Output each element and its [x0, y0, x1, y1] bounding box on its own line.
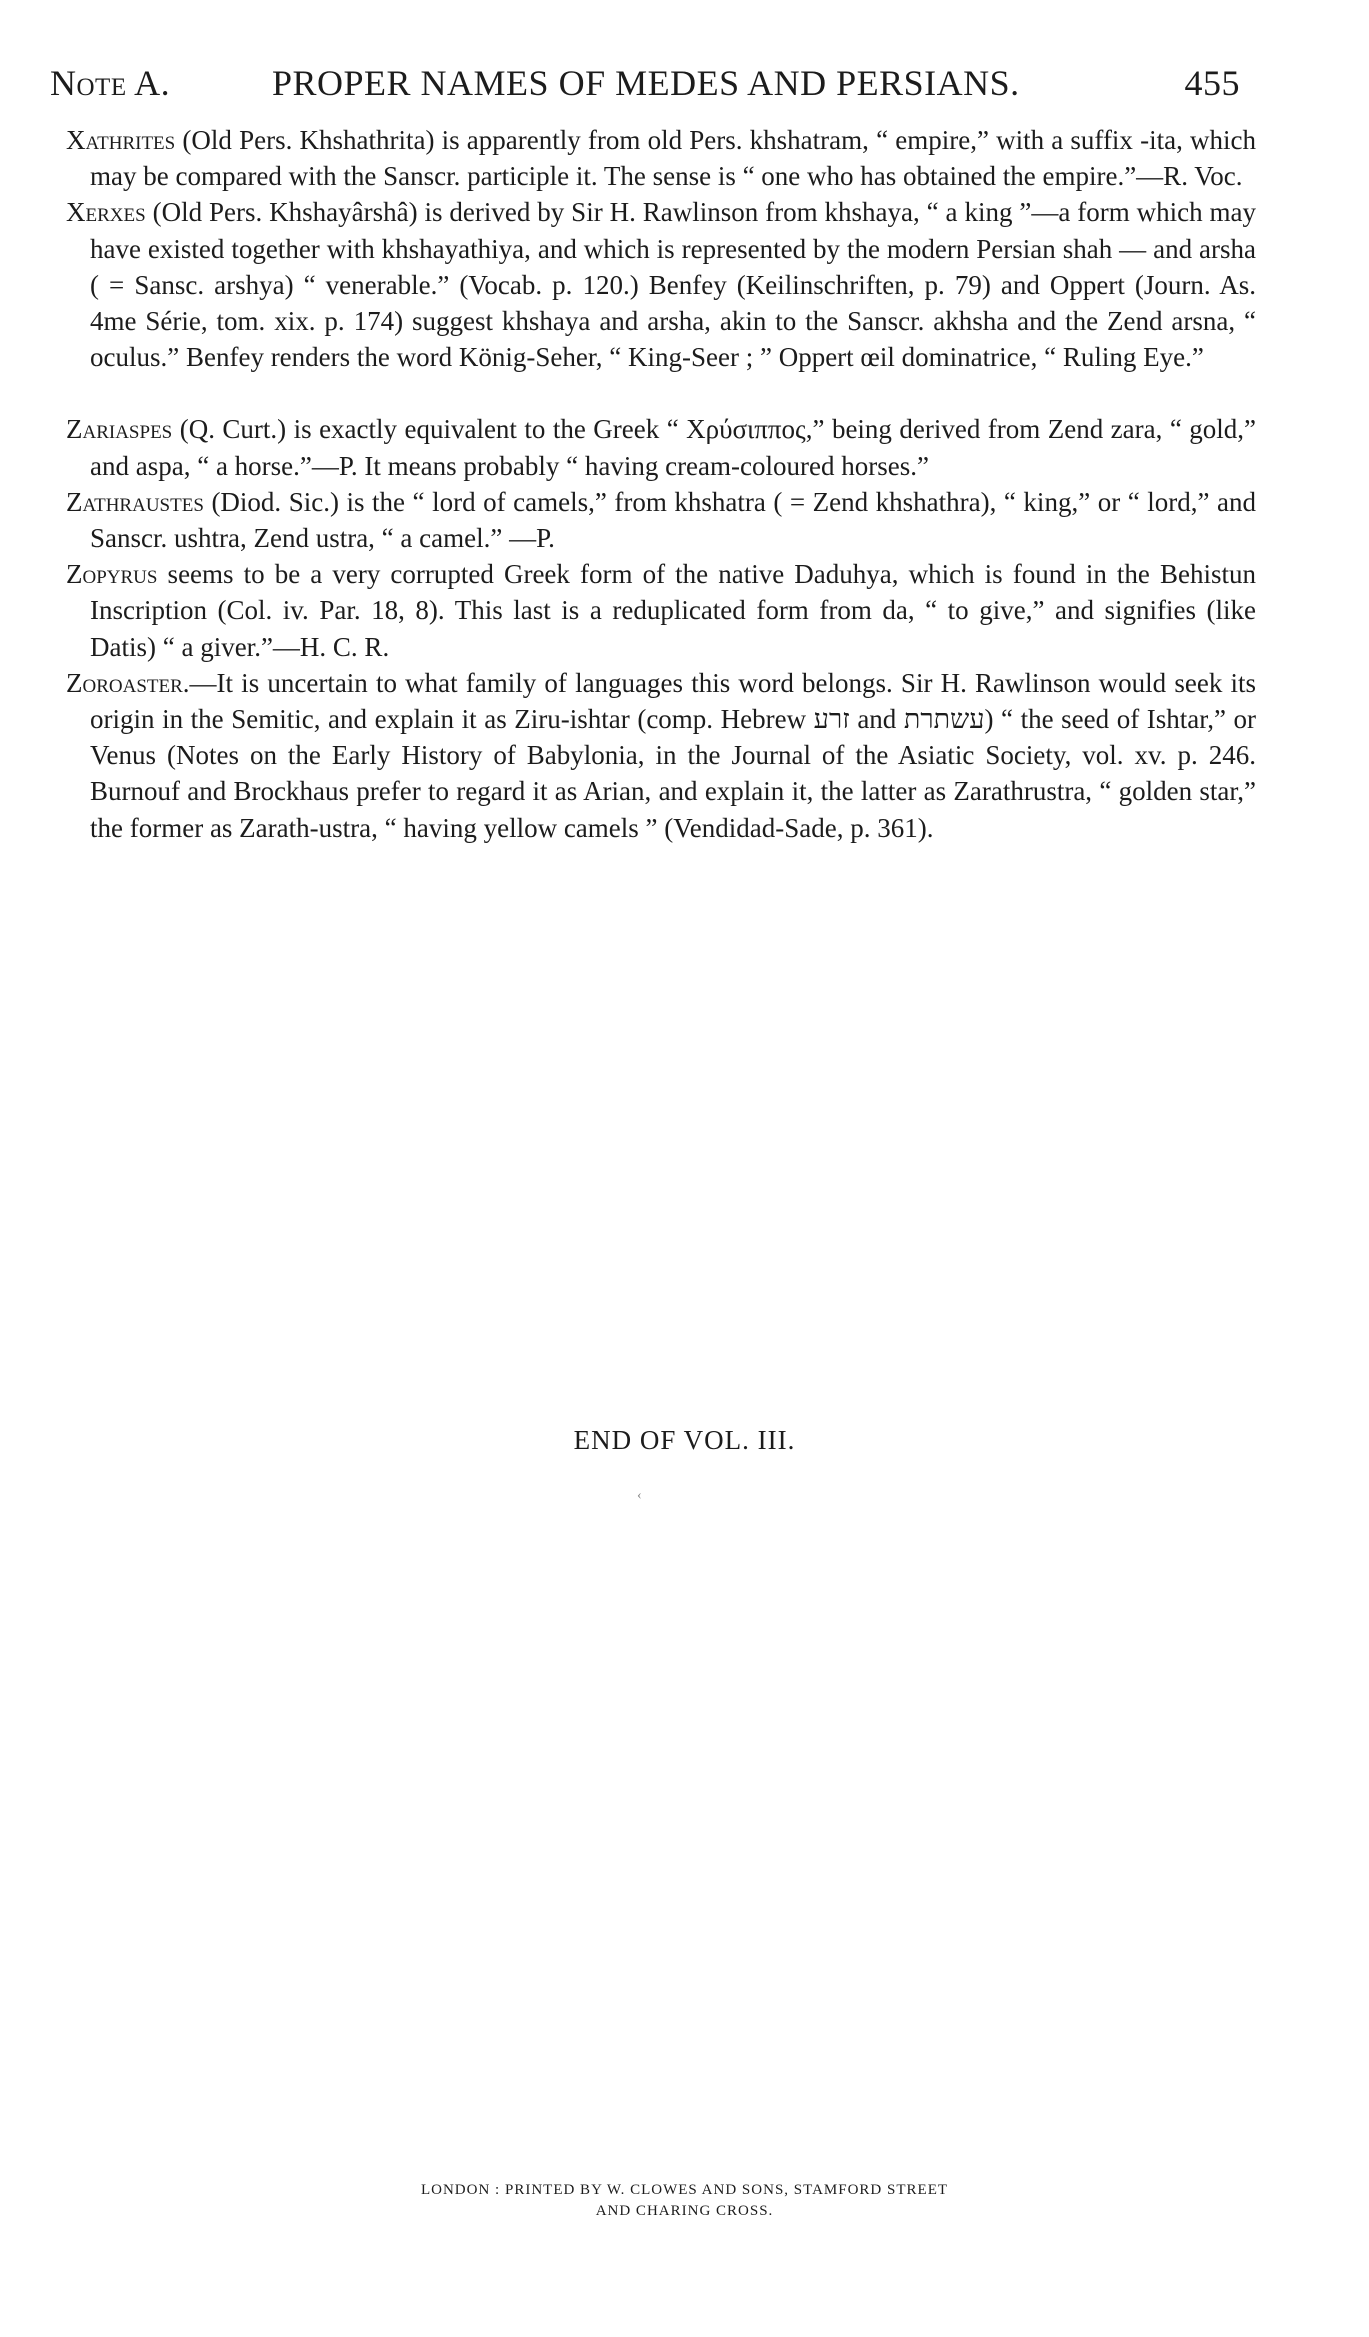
running-header [50, 62, 1240, 112]
header-title: PROPER NAMES OF MEDES AND PERSIANS. [272, 63, 1020, 103]
entry-zathraustes [66, 484, 1256, 556]
entry-zariaspes [66, 411, 1256, 483]
entry-head: Zoroaster [66, 667, 183, 698]
imprint-line-1: LONDON : PRINTED BY W. CLOWES AND SONS, STAMFORD STREET [420, 2182, 949, 2198]
entry-text: (Q. Curt.) is exactly equivalent to the Greek “ Χρύσιππος,” being derived from Zend zara, “ gold,” and aspa, “ a horse.”—P. It means probably “ having cream-coloured horses.” [90, 414, 1256, 481]
entry-text: (Diod. Sic.) is the “ lord of camels,” from khshatra ( = Zend khshathra), “ king,” or “ lord,” and Sanscr. ushtra, Zend ustra, “ a camel.” —P. [90, 486, 1256, 554]
entry-xerxes [66, 194, 1256, 375]
entries-list [66, 122, 1256, 846]
entry-text: seems to be a very corrupted Greek form of the native Daduhya, which is found in the Behistun Inscription (Col. iv. Par. 18, 8). This last is a reduplicated form from da, “ to give,” and signifies (like Datis) “ a giver.”—H. C. R. [90, 559, 1256, 662]
end-of-volume: END OF VOL. III. [573, 1425, 796, 1455]
entry-head: Zopyrus [66, 559, 158, 590]
page-number: 455 [1184, 63, 1240, 103]
entry-head: Xerxes [66, 197, 146, 228]
imprint-line-2: AND CHARING CROSS. [595, 2203, 774, 2219]
printer-imprint [0, 2180, 1369, 2222]
printer-mark: ‹ [637, 1488, 642, 1503]
entry-text: (Old Pers. Khshathrita) is apparently from old Pers. khshatram, “ empire,” with a suffix -ita, which may be compared with the Sanscr. participle it. The sense is “ one who has obtained the empire.”—R. Voc. [90, 125, 1256, 192]
entry-xathrites [66, 122, 1256, 194]
entry-zoroaster [66, 665, 1256, 846]
entry-zopyrus [66, 556, 1256, 665]
entry-head: Zathraustes [66, 486, 204, 517]
entry-head: Zariaspes [66, 414, 173, 445]
entry-head: Xathrites [66, 125, 176, 155]
header-section: Note A. [50, 63, 171, 103]
entry-text: .—It is uncertain to what family of languages this word belongs. Sir H. Rawlinson would seek its origin in the Semitic, and explain it as Ziru-ishtar (comp. Hebrew זרע and עשתרת) “ the seed of Ishtar,” or Venus (Notes on the Early History of Babylonia, in the Journal of the Asiatic Society, vol. xv. p. 246. Burnouf and Brockhaus prefer to regard it as Arian, and explain it, the latter as Zarathrustra, “ golden star,” the former as Zarath-ustra, “ having yellow camels ” (Vendidad-Sade, p. 361). [90, 667, 1256, 843]
entry-text: (Old Pers. Khshayârshâ) is derived by Sir H. Rawlinson from khshaya, “ a king ”—a form which may have existed together with khshayathiya, and which is represented by the modern Persian shah — and arsha ( = Sansc. arshya) “ venerable.” (Vocab. p. 120.) Benfey (Keilinschriften, p. 79) and Oppert (Journ. As. 4me Série, tom. xix. p. 174) suggest khshaya and arsha, akin to the Sanscr. akhsha and the Zend arsna, “ oculus.” Benfey renders the word König-Seher, “ King-Seer ; ” Oppert œil dominatrice, “ Ruling Eye.” [90, 197, 1256, 373]
